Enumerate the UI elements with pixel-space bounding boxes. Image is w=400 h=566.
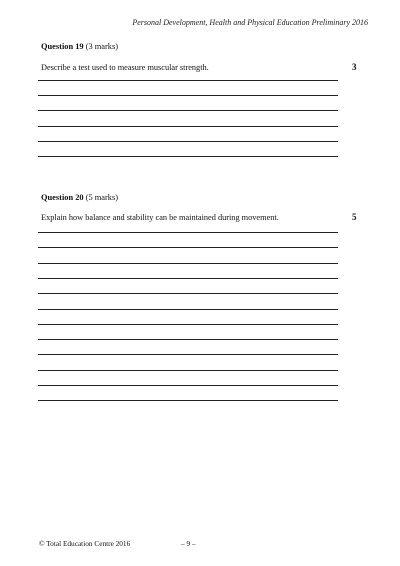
question-number: Question 20 [41,193,84,202]
answer-line[interactable] [38,324,338,325]
answer-line[interactable] [38,110,338,111]
answer-line[interactable] [38,126,338,127]
answer-line[interactable] [38,263,338,264]
answer-line[interactable] [38,278,338,279]
answer-line[interactable] [38,370,338,371]
answer-line[interactable] [38,400,338,401]
question-marks: 5 [352,212,357,222]
answer-line[interactable] [38,339,338,340]
question-marks-label: (3 marks) [85,42,119,51]
answer-line[interactable] [38,247,338,248]
question-prompt: Explain how balance and stability can be maintained during movement. [41,213,279,222]
answer-line[interactable] [38,293,338,294]
question-heading [41,193,118,202]
footer-page-number: – 9 – [181,539,196,548]
question-marks: 3 [352,62,357,72]
answer-line[interactable] [38,385,338,386]
answer-line[interactable] [38,232,338,233]
question-number: Question 19 [41,42,84,51]
answer-line[interactable] [38,95,338,96]
question-heading [41,42,118,51]
answer-line[interactable] [38,156,338,157]
footer-copyright: © Total Education Centre 2016 [39,539,131,548]
answer-line[interactable] [38,309,338,310]
question-marks-label: (5 marks) [85,193,119,202]
answer-line[interactable] [38,80,338,81]
answer-line[interactable] [38,141,338,142]
header-title: Personal Development, Health and Physical Education Preliminary 2016 [132,18,368,27]
answer-line[interactable] [38,354,338,355]
question-prompt: Describe a test used to measure muscular strength. [41,63,209,72]
